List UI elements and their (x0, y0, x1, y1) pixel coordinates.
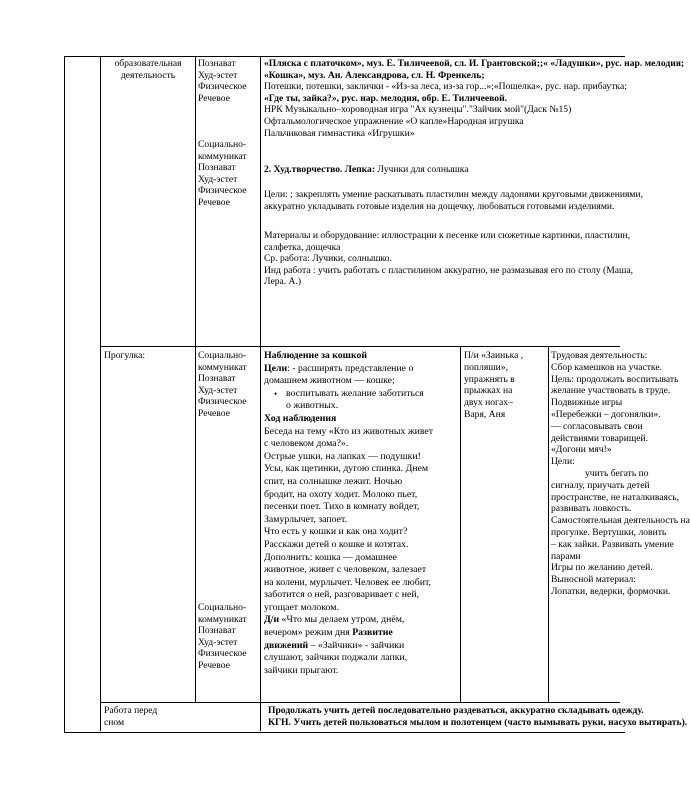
individual-work: П/и «Заинька , попляши», упражнять в прыжках на двух ногах– Варя, Аня (464, 350, 524, 420)
activity-label: образовательная деятельность (114, 58, 182, 81)
col-divider-2 (195, 56, 196, 702)
col-divider-1 (100, 56, 101, 731)
walk-areas-top: Социально- коммуникат Познават Худ-эстет Физическое Речевое (198, 350, 247, 419)
music-content: «Пляска с платочком», муз. Е. Тиличеевой, сл. И. Грантовской;;« «Ладушки», рус. нар. мелодия; «Кошка», муз. Ан. Александрова, сл. Н. Френкель; Потешки, потешки, заклички - «Из-за леса, из-за гор...»;«Пошелка», рус. нар. прибаутка; «Где ты, зайка?», рус. нар. мелодия, обр. Е. Тиличеевой. НРК Музыкально–хороводная игра "Ах кузнецы"."Зайчик мой"(Даск №15) Офтальмологическое упражнение «О капле»Народная игрушка Пальчиковая гимнастика «Игрушки» (264, 58, 685, 139)
observation-block: Наблюдение за кошкой Цели: - расширять представление о домашнем животном — кошке; • воспитывать желание заботиться о животных. Ход наблюдения Беседа на тему «Кто из животных живет с человеком дома?». Острые ушки, на лапках — подушки! Усы, как щетинки, дугою спинка. Днем спит, на солнышке лежит. Ночью бродит, на охоту ходит. Молоко пьет, песенки поет. Тихо в комнату войдет, Замурлычет, запоет. Что есть у кошки и как она ходит? Расскажи детей о кошке и котятах. Дополнить: кошка — домашнее животное, живет с человеком, залезает на колени, мурлычет. Человек ее любит, заботится о ней, разговаривает с ней, угощает молоком. Д/и «Что мы делаем утром, днём, вечером» режим дня Развитие движений – «Зайчики» - зайчики слушают, зайчики поджали лапки, зайчики прыгают. (264, 350, 433, 677)
areas-list-mid: Социально- коммуникат Познават Худ-эстет Физическое Речевое (198, 139, 247, 208)
col-divider-5 (548, 346, 549, 702)
walk-areas-bottom: Социально- коммуникат Познават Худ-эстет Физическое Речевое (198, 602, 247, 671)
row-divider-2 (100, 702, 620, 703)
col-divider-4 (460, 346, 461, 702)
areas-list-top: Познават Худ-эстет Физическое Речевое (198, 58, 247, 104)
task-materials: Материалы и оборудование: иллюстрации к песенке или сюжетные картинки, пластилин, салфетка, дощечка Ср. работа: Лучики, солнышко. Инд работа : учить работать с пластилином аккуратно, не размазывая его по столу (Маша, Лера. А.) (264, 230, 634, 288)
task-title: 2. Худ.творчество. Лепка: Лучики для солнышка (264, 164, 469, 175)
task-goals: Цели: ; закреплять умение раскатывать пластилин между ладонями круговыми движениями, аккуратно укладывать готовые изделия на дощечку, любоваться готовыми изделиями. (264, 189, 643, 212)
before-sleep-label: Работа перед сном (104, 705, 158, 728)
before-sleep-content: Продолжать учить детей последовательно раздеваться, аккуратно складывать одежду. КГН. Учить детей пользоваться мылом и полотенцем (часто вымывать руки, насухо вытирать). (268, 705, 688, 728)
row-divider-1 (100, 346, 620, 347)
walk-activities: Трудовая деятельность: Сбор камешков на участке. Цель: продолжать воспитывать желание участвовать в труде. Подвижные игры «Перебежки – догонялки». — согласовывать свои действиями товарищей. «Догони мяч!» Цели: учить бегать по сигналу, приучать детей пространстве, не наталкиваясь, развивать ловкость. Самостоятельная деятельность на прогулке. Вертушки, ловить – как зайки. Развивать умение парами Игры по желанию детей. Выносной материал: Лопатки, ведерки, формочки. (551, 350, 690, 597)
walk-label: Прогулка: (104, 350, 146, 361)
col-divider-3 (260, 56, 261, 731)
